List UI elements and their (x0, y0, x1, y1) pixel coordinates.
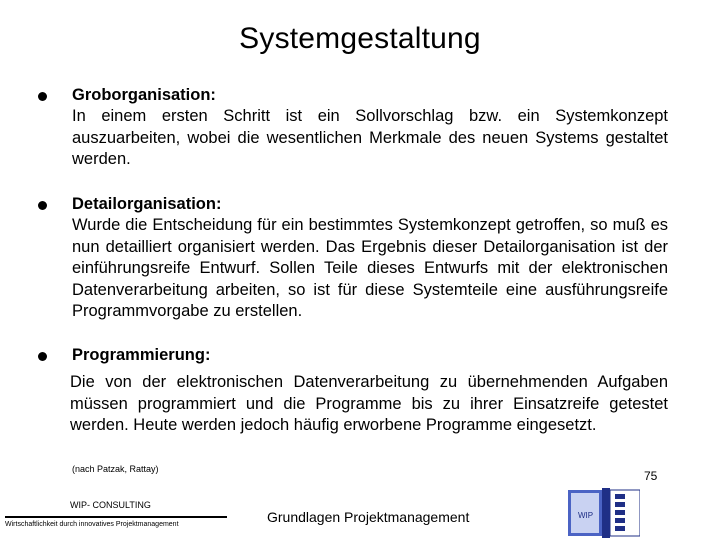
footer-wip-block (0, 490, 240, 540)
bullet-heading: Groborganisation: (72, 86, 216, 104)
bullet-body: Wurde die Entscheidung für ein bestimmtes Systemkonzept getroffen, so muß es nun detailliert organisiert werden. Das Ergebnis dieser Detailorganisation ist der einführungsreife Entwurf. Sollen Teile dieses Entwurfs mit der elektronischen Datenverarbeitung arbeiten, so ist für diese Systemteile eine ausführungsreife Programmvorgabe zu erstellen. (72, 216, 668, 320)
wip-logo (568, 488, 640, 538)
footer-divider (5, 516, 227, 518)
bullet-body: Die von der elektronischen Datenverarbeitung zu übernehmenden Aufgaben müssen programmiert und die Programme bis zu ihrer Einsatzreife getestet werden. Heute werden jedoch häufig erworbene Programme eingesetzt. (70, 373, 668, 434)
page-number: 75 (644, 469, 658, 483)
slide-title: Systemgestaltung (239, 22, 481, 55)
bullet-icon (38, 201, 47, 210)
footer-course-title: Grundlagen Projektmanagement (267, 509, 470, 525)
bullet-body: In einem ersten Schritt ist ein Sollvorschlag bzw. ein Systemkonzept auszuarbeiten, wobei die wesentlichen Merkmale des neuen Systems gestaltet werden. (72, 107, 668, 168)
bullet-icon (38, 92, 47, 101)
bullet-heading: Programmierung: (72, 346, 211, 364)
source-note: (nach Patzak, Rattay) (72, 464, 159, 474)
bullet-icon (38, 352, 47, 361)
logo-text: WIP (578, 511, 594, 520)
wip-label: WIP- CONSULTING (70, 500, 151, 510)
logo-center-bar (602, 488, 610, 538)
bullet-heading: Detailorganisation: (72, 195, 222, 213)
wip-tagline: Wirtschaftlichkeit durch innovatives Projektmanagement (5, 521, 179, 528)
